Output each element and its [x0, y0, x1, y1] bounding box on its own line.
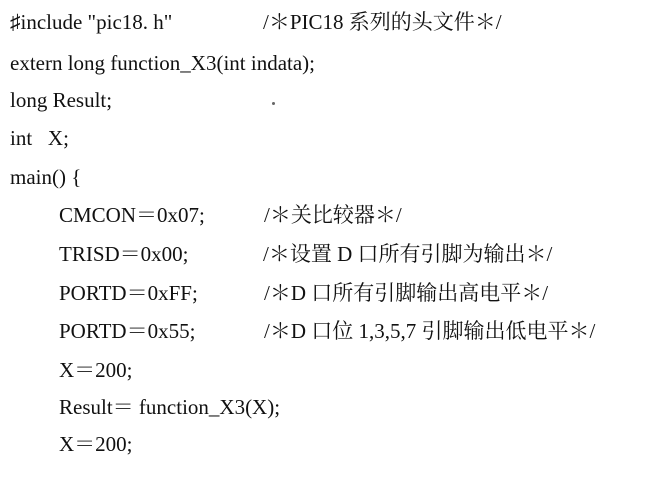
code-text: PORTD＝0x55;	[59, 319, 196, 343]
code-comment: /＊D 口位 1,3,5,7 引脚输出低电平＊/	[264, 319, 596, 343]
code-line-x-assign-2	[59, 432, 133, 458]
code-text: X＝200;	[59, 358, 133, 382]
code-line-include	[10, 10, 502, 36]
code-text: CMCON＝0x07;	[59, 203, 205, 227]
code-text: long Result;	[10, 88, 113, 112]
code-line-cmcon	[59, 203, 402, 229]
code-line-portd-55	[59, 319, 596, 345]
code-text: PORTD＝0xFF;	[59, 281, 198, 305]
code-text: X＝200;	[59, 432, 133, 456]
code-line-extern	[10, 51, 316, 77]
code-comment: /＊D 口所有引脚输出高电平＊/	[264, 281, 549, 305]
code-text: extern long function_X3(int indata);	[10, 51, 316, 75]
code-line-x-assign	[59, 358, 133, 384]
code-comment: /＊PIC18 系列的头文件＊/	[263, 10, 502, 34]
code-line-int-x	[10, 126, 69, 152]
code-text: int X;	[10, 126, 69, 150]
code-comment: /＊设置 D 口所有引脚为输出＊/	[263, 242, 553, 266]
code-text: main() {	[10, 165, 82, 189]
code-line-portd-ff	[59, 281, 549, 307]
code-text: ♯include "pic18. h"	[10, 10, 173, 34]
code-line-result-call	[59, 395, 281, 421]
code-text: Result＝ function_X3(X);	[59, 395, 281, 419]
code-text: TRISD＝0x00;	[59, 242, 189, 266]
stray-dot	[272, 102, 275, 105]
code-line-main	[10, 165, 82, 191]
code-line-long-result	[10, 88, 113, 114]
code-comment: /＊关比较器＊/	[264, 203, 402, 227]
code-line-trisd	[59, 242, 553, 268]
